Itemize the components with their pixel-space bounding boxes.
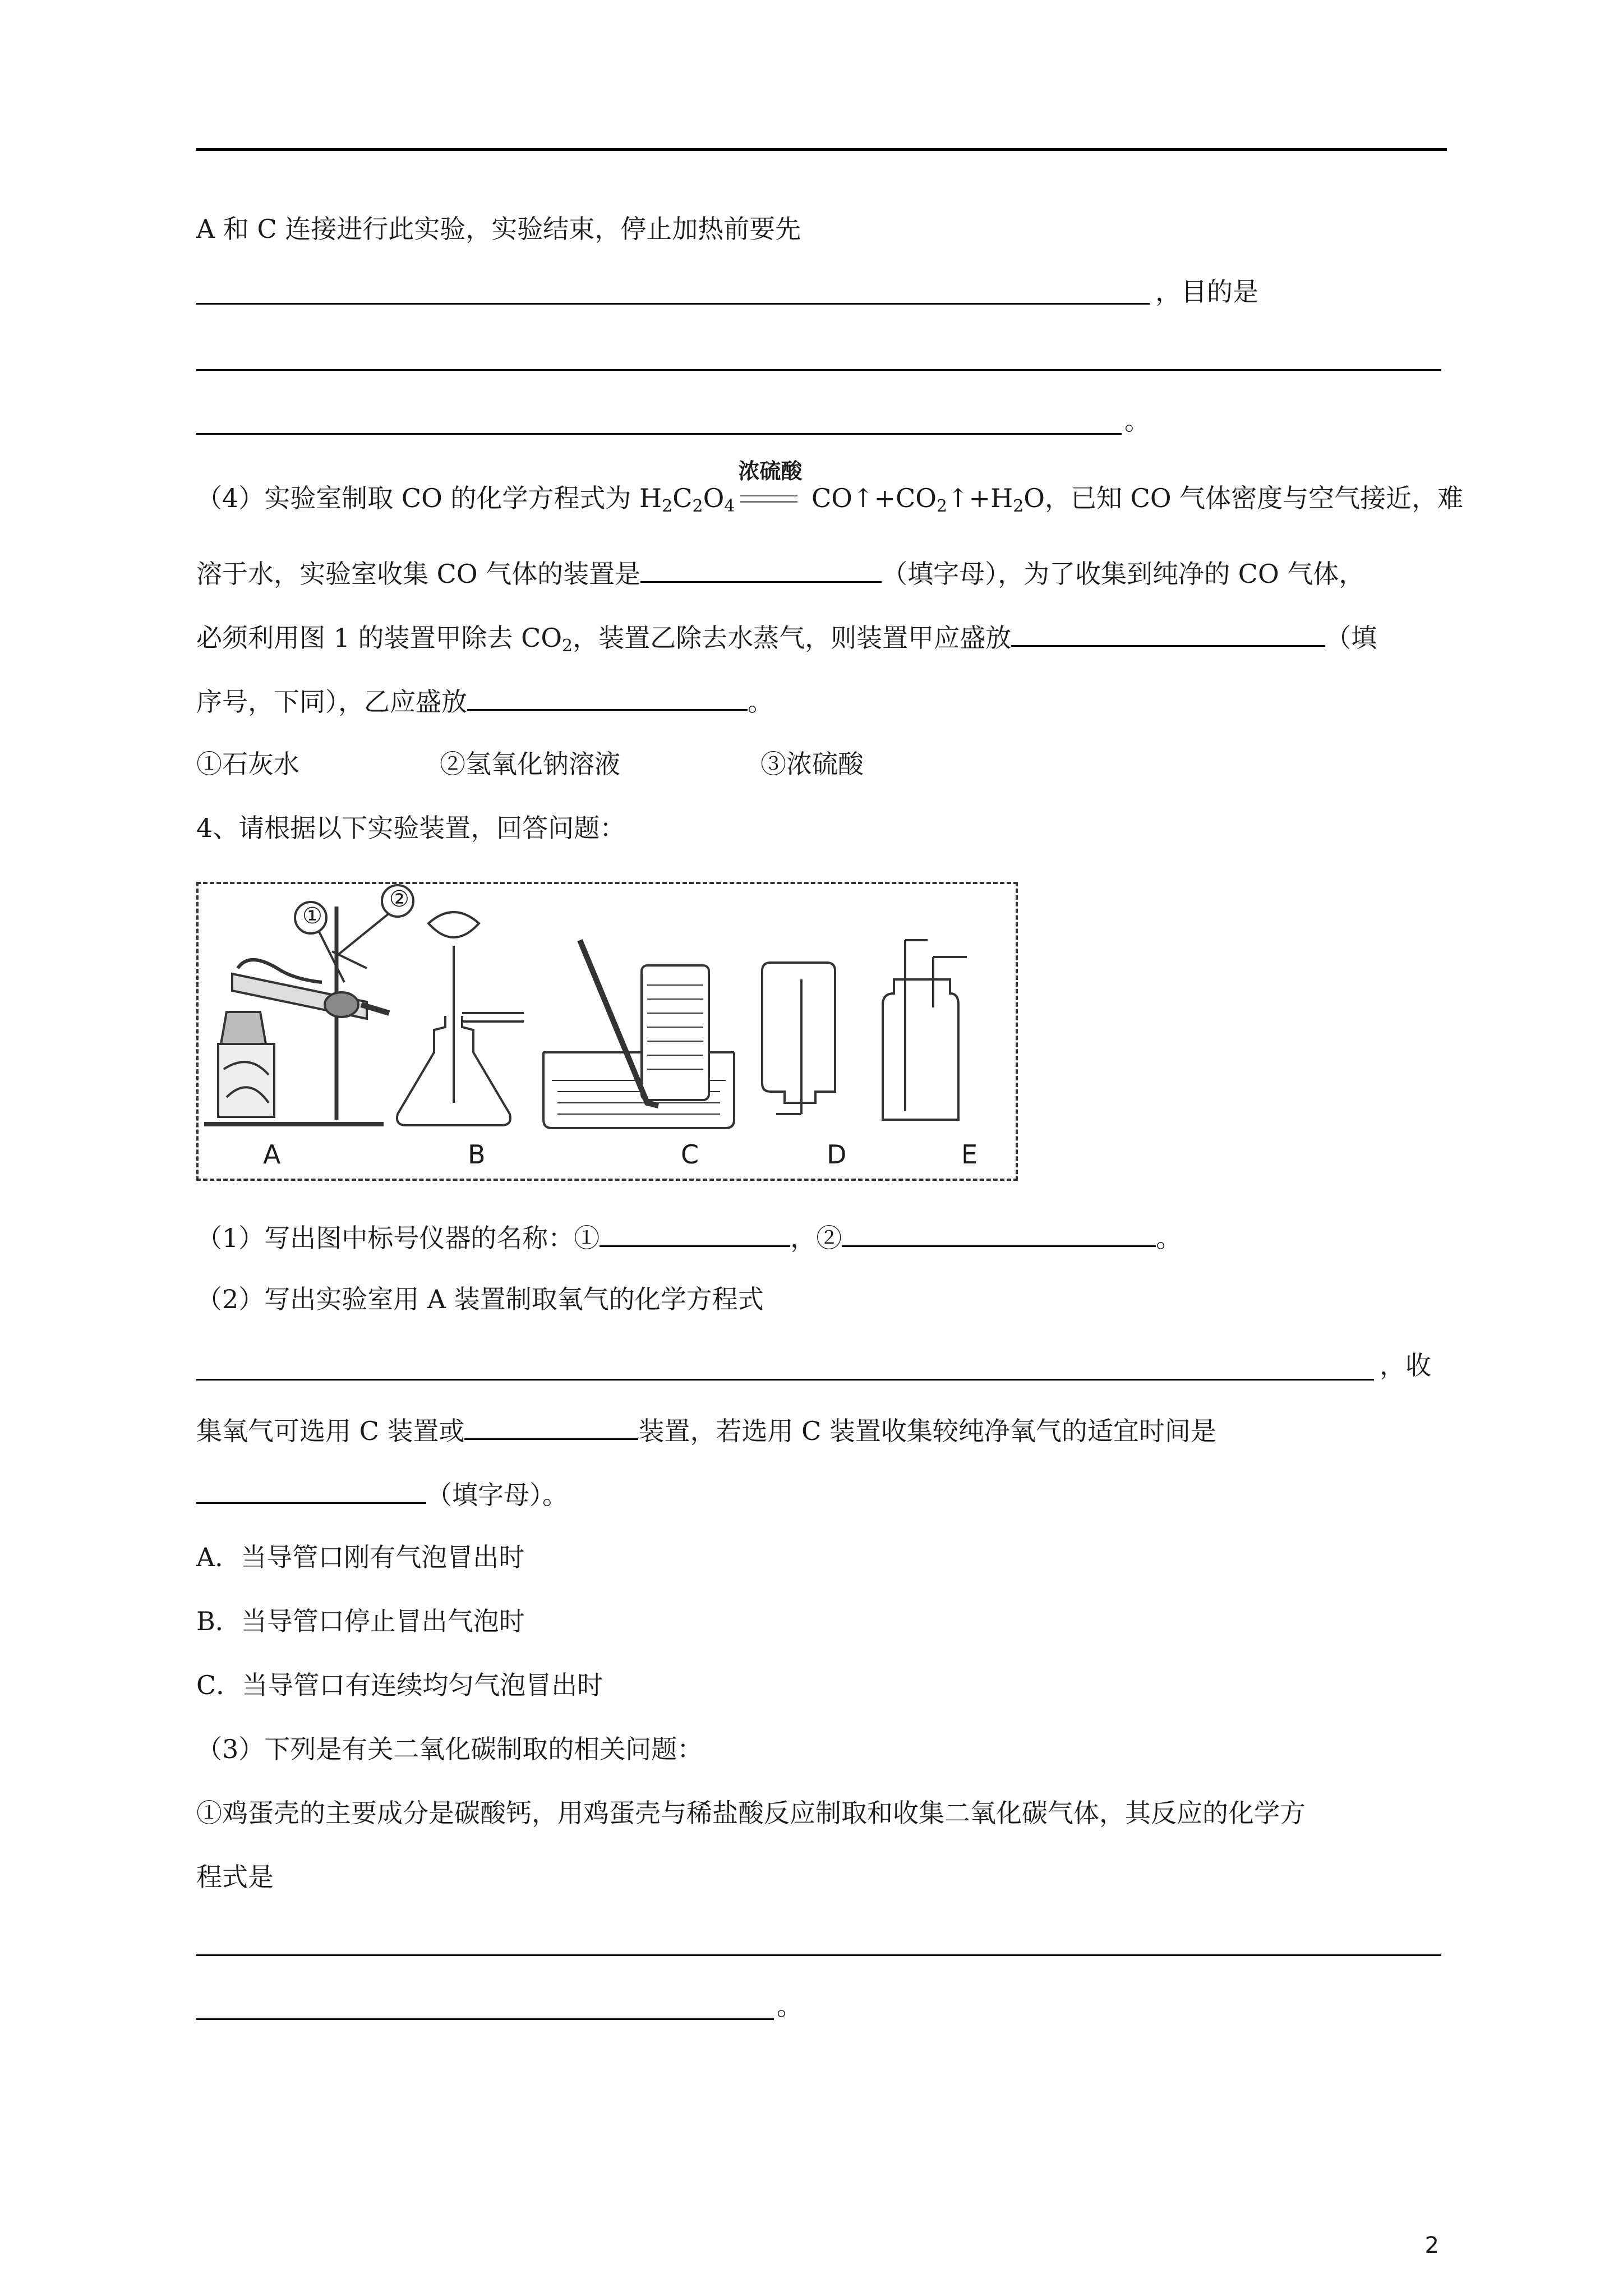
mark-1: ① — [302, 903, 322, 929]
text-line: 程式是 — [196, 1862, 274, 1892]
text-line: ①鸡蛋壳的主要成分是碳酸钙，用鸡蛋壳与稀盐酸反应制取和收集二氧化碳气体，其反应的化学方 — [196, 1798, 1306, 1828]
figure-label-B: B — [468, 1139, 486, 1170]
question-title: 4、请根据以下实验装置，回答问题： — [196, 813, 626, 843]
page-number: 2 — [1424, 2233, 1439, 2258]
figure-label-C: C — [681, 1139, 699, 1170]
figure-label-A: A — [263, 1139, 281, 1170]
text-line: ，收 — [1380, 1350, 1431, 1381]
text-line: （2）写出实验室用 A 装置制取氧气的化学方程式 — [196, 1284, 764, 1314]
answer-blank[interactable] — [196, 369, 1441, 371]
text-line: 序号，下同），乙应盛放 。 — [196, 683, 773, 719]
text-line: 必须利用图 1 的装置甲除去 $CO_2$，装置乙除去水蒸气，则装置甲应盛放 （填 — [196, 619, 1377, 655]
reaction-condition: 浓硫酸 — [738, 481, 800, 515]
equation-line: （4）实验室制取 CO 的化学方程式为 $H_2C_2O_4$ 浓硫酸 $CO↑+CO_2↑+H_2O$，已知 CO 气体密度与空气接近，难 — [196, 459, 1464, 516]
option-2: ②氢氧化钠溶液 — [440, 749, 620, 779]
text-line: 集氧气可选用 C 装置或 装置，若选用 C 装置收集较纯净氧气的适宜时间是 — [196, 1412, 1216, 1448]
text-line: ，目的是 — [1155, 277, 1258, 307]
text-line: （1）写出图中标号仪器的名称：① ，② 。 — [196, 1220, 1182, 1255]
text-line: A 和 C 连接进行此实验，实验结束，停止加热前要先 — [196, 214, 801, 244]
answer-blank[interactable] — [467, 683, 748, 711]
text-line: 。 — [777, 1991, 803, 2021]
text-line: 。 — [1124, 406, 1150, 436]
option-1: ①石灰水 — [196, 749, 299, 779]
answer-blank[interactable] — [196, 1379, 1374, 1381]
header-rule — [196, 148, 1447, 151]
answer-blank[interactable] — [196, 1954, 1441, 1956]
text-line: （填字母）。 — [196, 1476, 568, 1512]
answer-blank[interactable] — [600, 1220, 790, 1247]
option-3: ③浓硫酸 — [760, 749, 864, 779]
text-line: 溶于水，实验室收集 CO 气体的装置是 （填字母），为了收集到纯净的 CO 气体， — [196, 555, 1364, 591]
answer-blank[interactable] — [196, 1476, 426, 1504]
answer-blank[interactable] — [196, 303, 1150, 305]
mark-2: ② — [389, 886, 409, 912]
answer-blank[interactable] — [842, 1220, 1156, 1247]
answer-blank[interactable] — [196, 2018, 774, 2020]
figure-label-E: E — [961, 1139, 978, 1170]
option-A: A．当导管口刚有气泡冒出时 — [196, 1542, 525, 1572]
figure-label-D: D — [827, 1139, 847, 1170]
apparatus-figure — [196, 882, 1018, 1181]
option-line — [196, 747, 864, 781]
answer-blank[interactable] — [1011, 619, 1325, 647]
option-B: B．当导管口停止冒出气泡时 — [196, 1606, 525, 1636]
answer-blank[interactable] — [196, 433, 1122, 435]
text-line: （3）下列是有关二氧化碳制取的相关问题： — [196, 1734, 703, 1764]
option-C: C．当导管口有连续均匀气泡冒出时 — [196, 1670, 603, 1700]
answer-blank[interactable] — [464, 1412, 638, 1440]
answer-blank[interactable] — [640, 555, 882, 583]
